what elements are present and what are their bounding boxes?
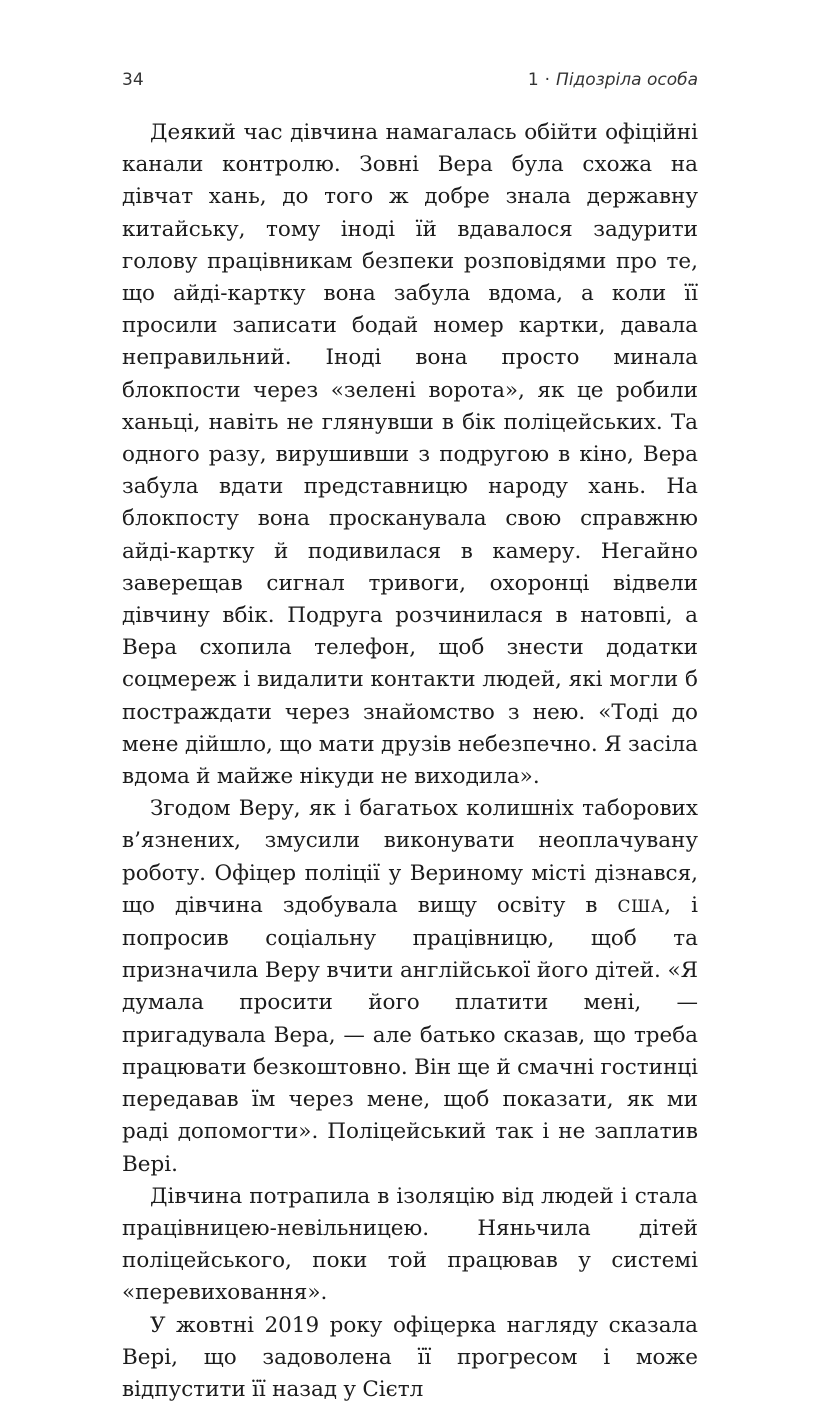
paragraph-text: Згодом Веру, як і багатьох колишніх таборових в’язнених, змусили виконувати неоплачувану роботу. Офіцер поліції у Вериному місті дізнався, що дівчина здобувала вищу освіту в <box>122 796 698 918</box>
paragraph: Деякий час дівчина намагалась обійти офіційні канали контролю. Зовні Вера була схожа на дівчат хань, до того ж добре знала державну китайську, тому іноді їй вдавалося задурити голову працівникам безпеки розповідями про те, що айді-картку вона забула вдома, а коли її просили записати бодай номер картки, давала неправильний. Іноді вона просто минала блокпости через «зелені ворота», як це робили ханьці, навіть не глянувши в бік поліцейських. Та одного разу, вирушивши з подругою в кіно, Вера забула вдати представницю народу хань. На блокпосту вона просканувала свою справжню айді-картку й подивилася в камеру. Негайно заверещав сигнал тривоги, охоронці відвели дівчину вбік. Подруга розчинилася в натовпі, а Вера схопила телефон, щоб знести додатки соцмереж і видалити контакти людей, які могли б постраждати через знайомство з нею. «Тоді до мене дійшло, що мати друзів небезпечно. Я засіла вдома й майже нікуди не виходила». <box>122 120 698 790</box>
paragraph: У жовтні 2019 року офіцерка нагляду сказала Вері, що задоволена її прогресом і може відпустити її назад у Сієтл <box>122 1312 698 1402</box>
body-text <box>122 117 698 1406</box>
abbreviation: США <box>617 896 665 917</box>
header-separator: · <box>544 70 551 90</box>
chapter-title: Підозріла особа <box>556 70 698 90</box>
chapter-number: 1 <box>527 70 539 90</box>
running-head <box>528 70 698 90</box>
paragraph-text: , і попросив соціальну працівницю, щоб та призначила Веру вчити англійської його дітей. «Я думала просити його платити мені, — пригадувала Вера, — але батько сказав, що треба працювати безкоштовно. Він ще й смачні гостинці передавав їм через мене, щоб показати, як ми раді допомогти». Поліцейський так і не заплатив Вері. <box>122 892 699 1177</box>
paragraph: Дівчина потрапила в ізоляцію від людей і стала працівницею-невільницею. Няньчила дітей поліцейського, поки той працював у системі «перевиховання». <box>122 1183 698 1306</box>
paragraph <box>122 793 698 1180</box>
page-number: 34 <box>122 70 144 90</box>
